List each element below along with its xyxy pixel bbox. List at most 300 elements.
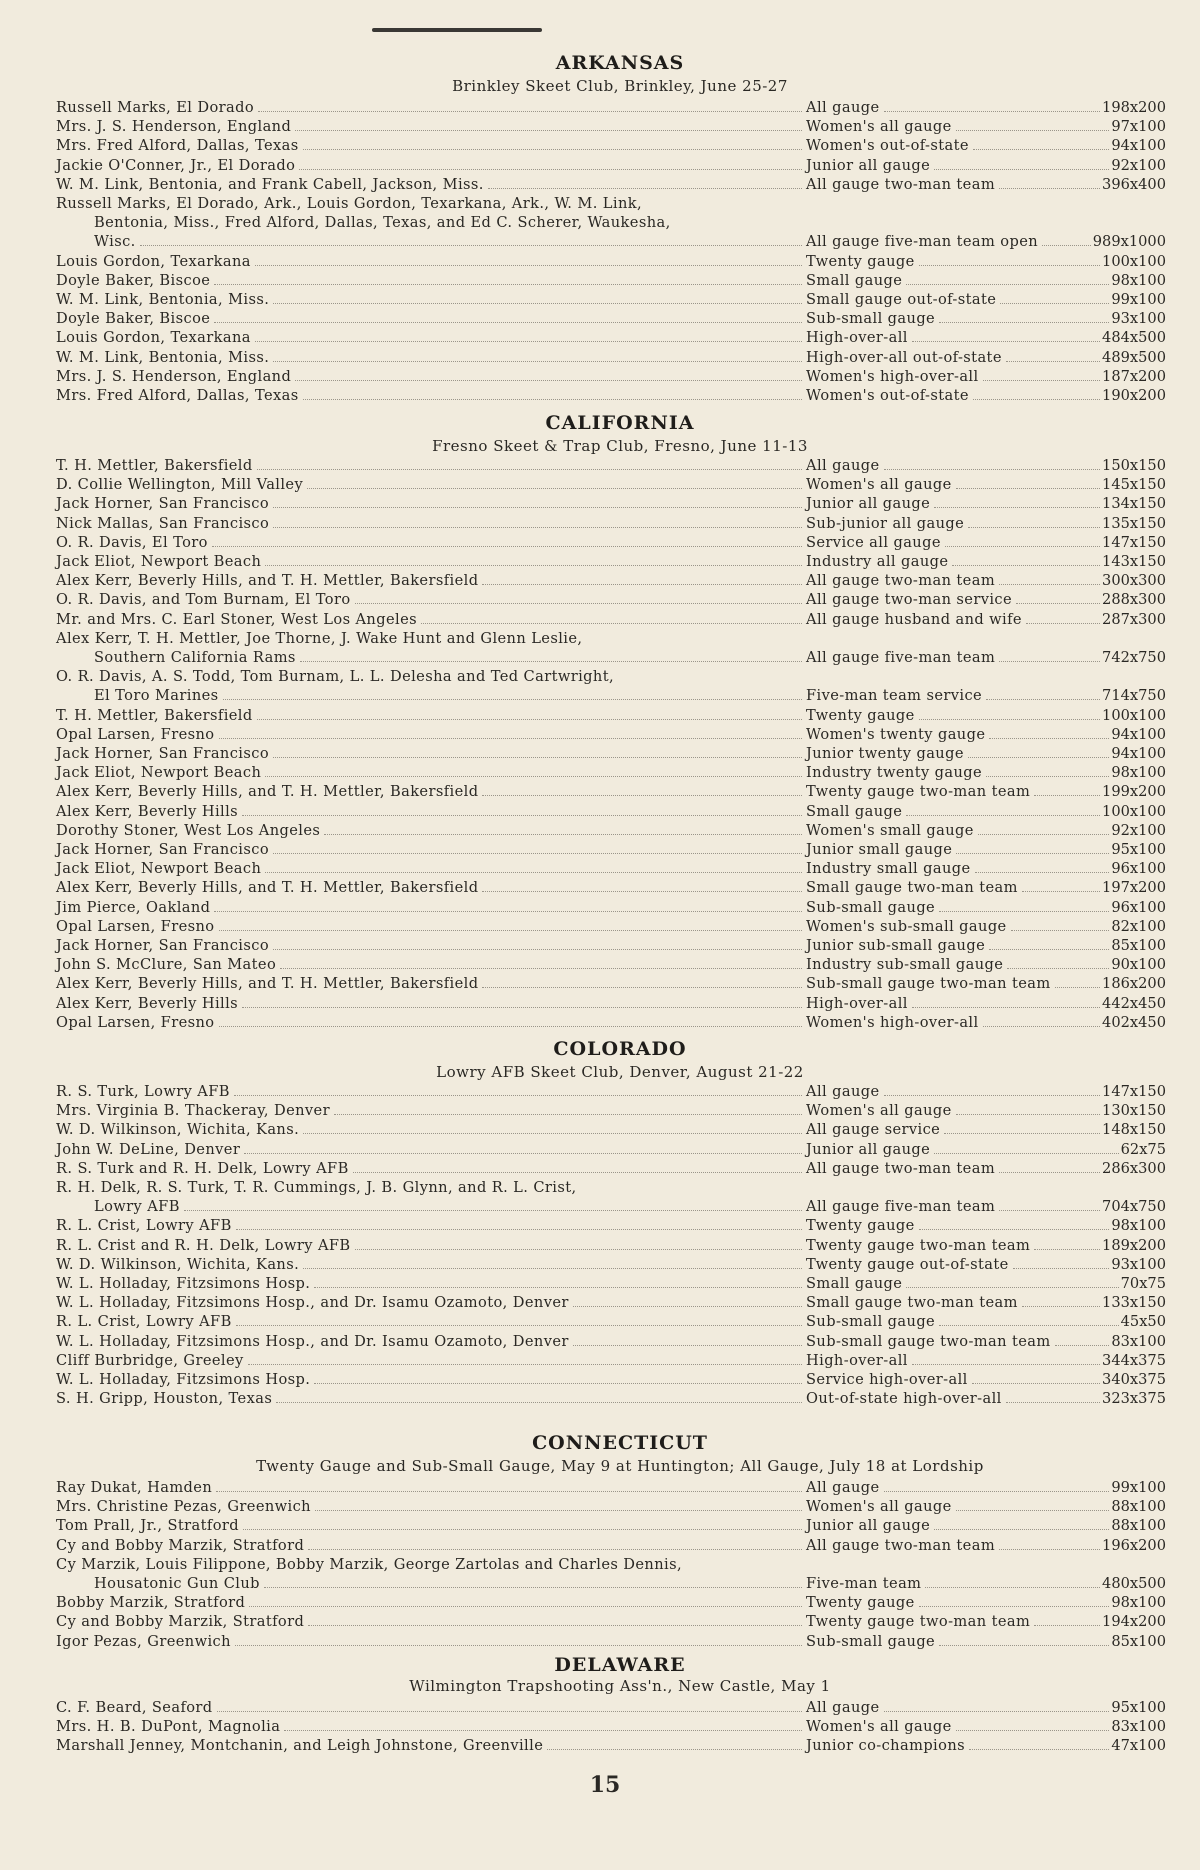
entrant-name: Alex Kerr, Beverly Hills, and T. H. Mettler, Bakersfield (56, 572, 479, 589)
event-name: Industry small gauge (806, 860, 971, 877)
dot-leader (219, 1013, 803, 1027)
entrant-name: O. R. Davis, El Toro (56, 534, 208, 551)
dot-leader (919, 252, 1100, 266)
entrant-name: Alex Kerr, Beverly Hills, and T. H. Mettler, Bakersfield (56, 975, 479, 992)
event-cell (806, 1717, 1166, 1736)
event-name: Women's sub-small gauge (806, 918, 1007, 935)
result-row (56, 686, 1166, 705)
dot-leader (972, 1370, 1100, 1384)
result-row (56, 1197, 1166, 1216)
entrant-cell (56, 156, 802, 175)
dot-leader (912, 994, 1100, 1008)
entrant-cell (56, 475, 802, 494)
event-name: Women's small gauge (806, 822, 974, 839)
page-number: 15 (589, 1772, 621, 1798)
entry-continuation: Alex Kerr, T. H. Mettler, Joe Thorne, J. Wake Hunt and Glenn Leslie, (56, 630, 583, 647)
dot-leader (219, 917, 803, 931)
score: 94x100 (1111, 726, 1166, 743)
event-name: Junior small gauge (806, 841, 953, 858)
dot-leader (1006, 348, 1100, 362)
result-row (56, 533, 1166, 552)
event-cell (806, 1197, 1166, 1216)
entrant-name: Mrs. Fred Alford, Dallas, Texas (56, 137, 299, 154)
result-row (56, 840, 1166, 859)
entrant-name: Jack Horner, San Francisco (56, 841, 270, 858)
dot-leader (482, 974, 802, 988)
result-row (56, 1536, 1166, 1555)
dot-leader (912, 328, 1100, 342)
entrant-cell (56, 821, 802, 840)
dot-leader (299, 156, 802, 170)
result-row (56, 136, 1166, 155)
event-name: Industry sub-small gauge (806, 956, 1004, 973)
result-row (56, 1574, 1166, 1593)
event-name: Industry all gauge (806, 553, 949, 570)
entrant-cell (56, 1536, 802, 1555)
event-cell (806, 367, 1166, 386)
entrant-name: R. L. Crist, Lowry AFB (56, 1313, 232, 1330)
dot-leader (300, 648, 802, 662)
event-cell (806, 1632, 1166, 1651)
entrant-cell (56, 136, 802, 155)
event-name: All gauge two-man team (806, 176, 996, 193)
event-name: All gauge (806, 457, 880, 474)
dot-leader (934, 1140, 1118, 1154)
entrant-name: Opal Larsen, Fresno (56, 1014, 215, 1031)
result-row (56, 1736, 1166, 1755)
result-row (56, 763, 1166, 782)
dot-leader (140, 232, 802, 246)
result-row (56, 309, 1166, 328)
event-cell (806, 1293, 1166, 1312)
event-name: Twenty gauge (806, 1217, 915, 1234)
entrant-name: Housatonic Gun Club (94, 1575, 260, 1592)
entrant-cell (56, 1101, 802, 1120)
event-name: Twenty gauge two-man team (806, 1613, 1031, 1630)
event-cell (806, 1612, 1166, 1631)
dot-leader (919, 1593, 1110, 1607)
score: 99x100 (1111, 291, 1166, 308)
event-cell (806, 859, 1166, 878)
entrant-cell (56, 610, 802, 629)
entrant-cell (56, 1255, 802, 1274)
result-row (56, 1370, 1166, 1389)
club-subheading: Twenty Gauge and Sub-Small Gauge, May 9 at Huntington; All Gauge, July 18 at Lordship (256, 1457, 984, 1475)
event-name: Women's high-over-all (806, 1014, 979, 1031)
event-cell (806, 1332, 1166, 1351)
event-cell (806, 290, 1166, 309)
dot-leader (1026, 610, 1100, 624)
score: 98x100 (1111, 272, 1166, 289)
score: 143x150 (1102, 553, 1166, 570)
dot-leader (355, 590, 802, 604)
score: 147x150 (1102, 1083, 1166, 1100)
event-cell (806, 1698, 1166, 1717)
dot-leader (242, 994, 802, 1008)
event-cell (806, 648, 1166, 667)
dot-leader (214, 271, 802, 285)
event-cell (806, 1120, 1166, 1139)
dot-leader (925, 1574, 1100, 1588)
score: 85x100 (1111, 937, 1166, 954)
state-heading: ARKANSAS (555, 52, 685, 74)
event-name: Small gauge (806, 1275, 903, 1292)
event-cell (806, 878, 1166, 897)
score: 134x150 (1102, 495, 1166, 512)
entrant-name: W. D. Wilkinson, Wichita, Kans. (56, 1121, 300, 1138)
result-row (56, 706, 1166, 725)
event-name: High-over-all (806, 329, 908, 346)
score: 45x50 (1120, 1313, 1166, 1330)
event-name: All gauge five-man team (806, 649, 996, 666)
entrant-name: Cy and Bobby Marzik, Stratford (56, 1537, 305, 1554)
event-cell (806, 1236, 1166, 1255)
event-cell (806, 1255, 1166, 1274)
event-name: High-over-all out-of-state (806, 349, 1002, 366)
dot-leader (295, 117, 802, 131)
score: 323x375 (1102, 1390, 1166, 1407)
score: 93x100 (1111, 310, 1166, 327)
dot-leader (307, 475, 802, 489)
dot-leader (956, 475, 1100, 489)
entrant-name: Jack Horner, San Francisco (56, 745, 270, 762)
dot-leader (308, 1612, 802, 1626)
score: 97x100 (1111, 118, 1166, 135)
score: 194x200 (1102, 1613, 1166, 1630)
entry-continuation: Russell Marks, El Dorado, Ark., Louis Gordon, Texarkana, Ark., W. M. Link, (56, 195, 643, 212)
entrant-name: W. L. Holladay, Fitzsimons Hosp. (56, 1371, 311, 1388)
result-row (56, 610, 1166, 629)
dot-leader (999, 1197, 1100, 1211)
entrant-name: T. H. Mettler, Bakersfield (56, 707, 253, 724)
result-row (56, 232, 1166, 251)
dot-leader (884, 98, 1101, 112)
score: 98x100 (1111, 1594, 1166, 1611)
event-cell (806, 571, 1166, 590)
entrant-name: Igor Pezas, Greenwich (56, 1633, 231, 1650)
event-name: Twenty gauge (806, 707, 915, 724)
event-name: Women's all gauge (806, 118, 952, 135)
result-row (56, 328, 1166, 347)
event-cell (806, 1574, 1166, 1593)
event-cell (806, 821, 1166, 840)
entrant-cell (56, 1698, 802, 1717)
result-row (56, 1389, 1166, 1408)
dot-leader (303, 1120, 802, 1134)
dot-leader (986, 686, 1100, 700)
entrant-cell (56, 1274, 802, 1293)
entrant-name: T. H. Mettler, Bakersfield (56, 457, 253, 474)
score: 480x500 (1102, 1575, 1166, 1592)
event-cell (806, 744, 1166, 763)
event-cell (806, 252, 1166, 271)
score: 198x200 (1102, 99, 1166, 116)
score: 99x100 (1111, 1479, 1166, 1496)
entrant-cell (56, 514, 802, 533)
event-cell (806, 1736, 1166, 1755)
dot-leader (973, 136, 1109, 150)
entrant-cell (56, 706, 802, 725)
event-cell (806, 840, 1166, 859)
score: 190x200 (1102, 387, 1166, 404)
event-name: All gauge two-man service (806, 591, 1013, 608)
event-cell (806, 782, 1166, 801)
entrant-cell (56, 117, 802, 136)
event-cell (806, 386, 1166, 405)
entrant-cell (56, 1140, 802, 1159)
entrant-cell (56, 917, 802, 936)
result-row (56, 290, 1166, 309)
dot-leader (243, 1516, 802, 1530)
entrant-cell (56, 686, 802, 705)
entrant-name: Alex Kerr, Beverly Hills, and T. H. Mettler, Bakersfield (56, 879, 479, 896)
event-cell (806, 1216, 1166, 1235)
dot-leader (999, 1536, 1100, 1550)
score: 83x100 (1111, 1333, 1166, 1350)
result-row (56, 974, 1166, 993)
entrant-cell (56, 309, 802, 328)
entrant-cell (56, 1197, 802, 1216)
entrant-name: Alex Kerr, Beverly Hills (56, 995, 239, 1012)
dot-leader (235, 1632, 802, 1646)
result-row (56, 1516, 1166, 1535)
dot-leader (989, 936, 1109, 950)
entrant-name: Alex Kerr, Beverly Hills (56, 803, 239, 820)
result-row (56, 859, 1166, 878)
event-cell (806, 1013, 1166, 1032)
dot-leader (884, 1478, 1110, 1492)
score: 147x150 (1102, 534, 1166, 551)
result-row (56, 514, 1166, 533)
dot-leader (999, 648, 1100, 662)
result-row (56, 821, 1166, 840)
dot-leader (482, 782, 802, 796)
dot-leader (234, 1082, 802, 1096)
entrant-name: Jack Horner, San Francisco (56, 937, 270, 954)
entrant-name: Jack Eliot, Newport Beach (56, 764, 262, 781)
dot-leader (999, 571, 1100, 585)
dot-leader (219, 725, 803, 739)
dot-leader (315, 1497, 802, 1511)
dot-leader (1007, 955, 1109, 969)
event-cell (806, 706, 1166, 725)
entrant-cell (56, 290, 802, 309)
dot-leader (573, 1332, 802, 1346)
result-row (56, 348, 1166, 367)
entrant-cell (56, 552, 802, 571)
entrant-cell (56, 1332, 802, 1351)
dot-leader (265, 859, 802, 873)
score: 145x150 (1102, 476, 1166, 493)
event-name: Junior all gauge (806, 1141, 931, 1158)
event-cell (806, 936, 1166, 955)
event-name: All gauge two-man team (806, 1160, 996, 1177)
result-row (56, 1274, 1166, 1293)
result-row (56, 1332, 1166, 1351)
entrant-cell (56, 571, 802, 590)
dot-leader (217, 1698, 802, 1712)
dot-leader (273, 936, 802, 950)
entrant-cell (56, 175, 802, 194)
event-cell (806, 1593, 1166, 1612)
result-row (56, 552, 1166, 571)
result-row (56, 1698, 1166, 1717)
dot-leader (968, 744, 1109, 758)
dot-leader (273, 494, 802, 508)
dot-leader (944, 1120, 1100, 1134)
event-name: Women's twenty gauge (806, 726, 986, 743)
event-name: Sub-small gauge (806, 1313, 936, 1330)
event-name: Small gauge out-of-state (806, 291, 997, 308)
event-cell (806, 955, 1166, 974)
club-subheading: Fresno Skeet & Trap Club, Fresno, June 11-13 (432, 437, 808, 455)
dot-leader (273, 840, 802, 854)
event-cell (806, 156, 1166, 175)
score: 62x75 (1120, 1141, 1166, 1158)
dot-leader (248, 1351, 802, 1365)
dot-leader (934, 494, 1100, 508)
dot-leader (934, 1516, 1109, 1530)
entrant-cell (56, 1293, 802, 1312)
entrant-cell (56, 1159, 802, 1178)
dot-leader (314, 1274, 802, 1288)
event-cell (806, 1159, 1166, 1178)
event-name: All gauge two-man team (806, 1537, 996, 1554)
score: 148x150 (1102, 1121, 1166, 1138)
dot-leader (912, 1351, 1100, 1365)
dot-leader (264, 1574, 802, 1588)
result-row (56, 878, 1166, 897)
entrant-cell (56, 271, 802, 290)
event-name: Women's all gauge (806, 476, 952, 493)
event-cell (806, 1370, 1166, 1389)
dot-leader (482, 571, 802, 585)
event-cell (806, 974, 1166, 993)
dot-leader (488, 175, 802, 189)
state-heading: COLORADO (553, 1038, 687, 1060)
entrant-cell (56, 533, 802, 552)
score: 189x200 (1102, 1237, 1166, 1254)
score: 90x100 (1111, 956, 1166, 973)
event-cell (806, 898, 1166, 917)
entrant-name: Opal Larsen, Fresno (56, 726, 215, 743)
score: 135x150 (1102, 515, 1166, 532)
entrant-cell (56, 1120, 802, 1139)
entrant-cell (56, 994, 802, 1013)
event-name: Sub-small gauge (806, 899, 936, 916)
entrant-cell (56, 974, 802, 993)
entrant-name: S. H. Gripp, Houston, Texas (56, 1390, 273, 1407)
entrant-cell (56, 782, 802, 801)
result-row (56, 1612, 1166, 1631)
dot-leader (216, 1478, 802, 1492)
entrant-name: Alex Kerr, Beverly Hills, and T. H. Mettler, Bakersfield (56, 783, 479, 800)
event-name: Junior sub-small gauge (806, 937, 986, 954)
dot-leader (214, 309, 802, 323)
entrant-cell (56, 725, 802, 744)
result-row (56, 1216, 1166, 1235)
entrant-name: Louis Gordon, Texarkana (56, 253, 251, 270)
dot-leader (255, 328, 802, 342)
dot-leader (295, 367, 802, 381)
event-name: Women's out-of-state (806, 137, 969, 154)
event-name: Small gauge (806, 272, 903, 289)
dot-leader (934, 156, 1109, 170)
score: 95x100 (1111, 841, 1166, 858)
result-row (56, 1293, 1166, 1312)
event-name: Women's all gauge (806, 1718, 952, 1735)
entry-continuation: Bentonia, Miss., Fred Alford, Dallas, Texas, and Ed C. Scherer, Waukesha, (94, 214, 671, 231)
score: 82x100 (1111, 918, 1166, 935)
entrant-name: Mr. and Mrs. C. Earl Stoner, West Los Angeles (56, 611, 418, 628)
result-row (56, 802, 1166, 821)
dot-leader (906, 271, 1109, 285)
event-name: Twenty gauge (806, 1594, 915, 1611)
result-row (56, 725, 1166, 744)
event-name: Sub-junior all gauge (806, 515, 965, 532)
event-cell (806, 1351, 1166, 1370)
entrant-cell (56, 1236, 802, 1255)
event-name: Five-man team (806, 1575, 922, 1592)
dot-leader (986, 763, 1109, 777)
event-cell (806, 309, 1166, 328)
dot-leader (906, 1274, 1118, 1288)
dot-leader (975, 859, 1110, 873)
dot-leader (276, 1389, 802, 1403)
result-row (56, 1082, 1166, 1101)
dot-leader (1034, 782, 1100, 796)
event-name: All gauge (806, 1699, 880, 1716)
dot-leader (421, 610, 802, 624)
event-cell (806, 1478, 1166, 1497)
club-subheading: Wilmington Trapshooting Ass'n., New Castle, May 1 (409, 1677, 831, 1695)
dot-leader (244, 1140, 802, 1154)
event-cell (806, 1140, 1166, 1159)
entrant-name: Mrs. Fred Alford, Dallas, Texas (56, 387, 299, 404)
dot-leader (956, 1101, 1100, 1115)
result-row (56, 590, 1166, 609)
entrant-cell (56, 1632, 802, 1651)
entrant-cell (56, 367, 802, 386)
score: 288x300 (1102, 591, 1166, 608)
dot-leader (257, 706, 802, 720)
score: 96x100 (1111, 899, 1166, 916)
dot-leader (983, 1013, 1100, 1027)
dot-leader (1022, 1293, 1100, 1307)
score: 100x100 (1102, 707, 1166, 724)
result-row (56, 1101, 1166, 1120)
dot-leader (355, 1236, 802, 1250)
entrant-cell (56, 744, 802, 763)
entrant-name: R. S. Turk and R. H. Delk, Lowry AFB (56, 1160, 349, 1177)
dot-leader (265, 552, 802, 566)
entrant-cell (56, 648, 802, 667)
entrant-name: C. F. Beard, Seaford (56, 1699, 213, 1716)
score: 83x100 (1111, 1718, 1166, 1735)
dot-leader (978, 821, 1110, 835)
event-name: Sub-small gauge (806, 310, 936, 327)
entrant-cell (56, 1370, 802, 1389)
result-row (56, 955, 1166, 974)
dot-leader (939, 1632, 1109, 1646)
dot-leader (303, 386, 802, 400)
entrant-cell (56, 1351, 802, 1370)
entrant-cell (56, 232, 802, 251)
result-row (56, 1717, 1166, 1736)
entrant-name: Mrs. J. S. Henderson, England (56, 118, 292, 135)
event-name: Women's all gauge (806, 1102, 952, 1119)
dot-leader (249, 1593, 802, 1607)
